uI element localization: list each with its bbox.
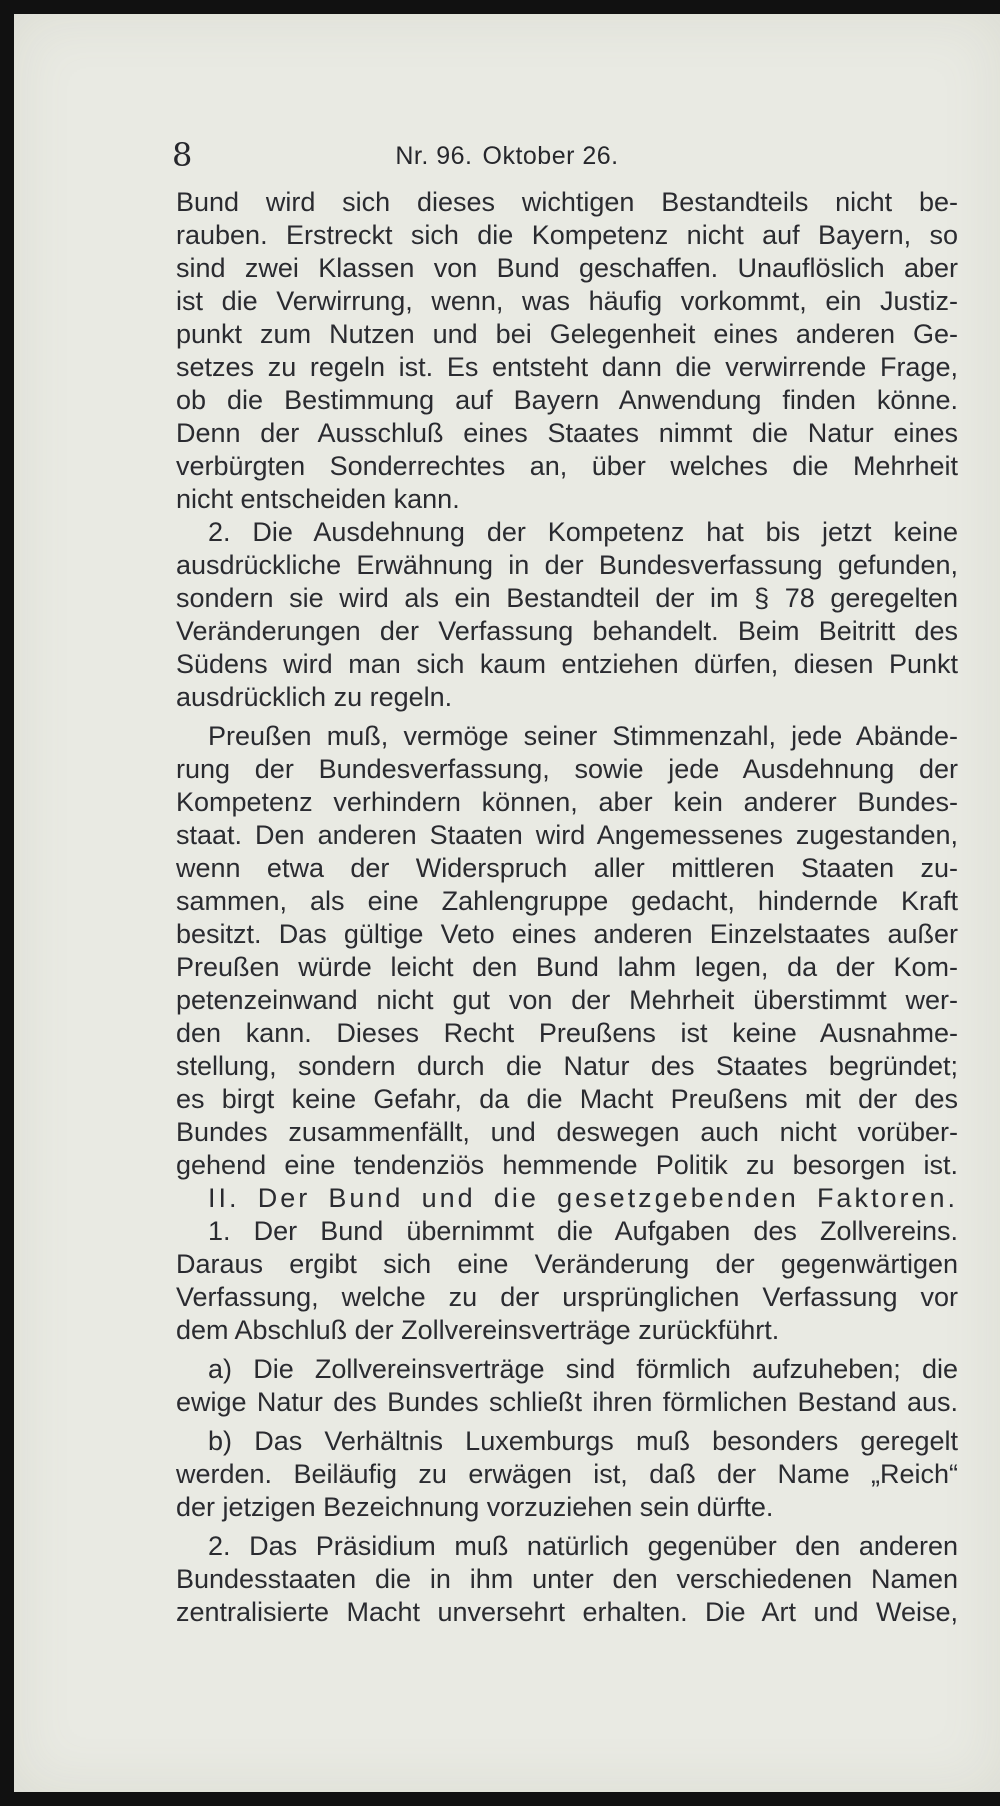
text-line: petenzeinwand nicht gut von der Mehrheit überstimmt wer- — [176, 985, 958, 1015]
text-line: Preußen muß, vermöge seiner Stimmenzahl, jede Abände- — [208, 721, 958, 751]
text-line: Verfassung, welche zu der ursprünglichen Verfassung vor — [176, 1282, 958, 1312]
text-line: a) Die Zollvereinsverträge sind förmlich aufzuheben; die — [208, 1354, 958, 1384]
text-line: wenn etwa der Widerspruch aller mittleren Staaten zu- — [176, 853, 958, 883]
text-line: ewige Natur des Bundes schließt ihren förmlichen Bestand aus. — [176, 1387, 958, 1417]
text-line: punkt zum Nutzen und bei Gelegenheit eines anderen Ge- — [176, 319, 958, 349]
text-line: 2. Die Ausdehnung der Kompetenz hat bis jetzt keine — [208, 517, 958, 547]
text-line: 1. Der Bund übernimmt die Aufgaben des Zollvereins. — [208, 1216, 958, 1246]
document-date: Oktober 26. — [482, 142, 619, 170]
text-line: II. Der Bund und die gesetzgebenden Faktoren. — [208, 1183, 958, 1213]
text-line: Bundes zusammenfällt, und deswegen auch nicht vorüber- — [176, 1117, 958, 1147]
body-text — [176, 186, 958, 1629]
text-line: Daraus ergibt sich eine Veränderung der gegenwärtigen — [176, 1249, 958, 1279]
text-line: dem Abschluß der Zollvereinsverträge zurückführt. — [176, 1315, 780, 1345]
text-line: b) Das Verhältnis Luxemburgs muß besonders geregelt — [208, 1426, 958, 1456]
text-line: gehend eine tendenziös hemmende Politik zu besorgen ist. — [176, 1150, 958, 1180]
text-line: sondern sie wird als ein Bestandteil der im § 78 geregelten — [176, 583, 958, 613]
text-line: der jetzigen Bezeichnung vorzuziehen sein dürfte. — [176, 1492, 774, 1522]
text-line: Kompetenz verhindern können, aber kein anderer Bundes- — [176, 787, 958, 817]
text-line: zentralisierte Macht unversehrt erhalten. Die Art und Weise, — [176, 1597, 958, 1627]
text-line: werden. Beiläufig zu erwägen ist, daß der Name „Reich“ — [176, 1459, 958, 1489]
text-line: rung der Bundesverfassung, sowie jede Ausdehnung der — [176, 754, 958, 784]
text-line: rauben. Erstreckt sich die Kompetenz nicht auf Bayern, so — [176, 220, 958, 250]
text-line: setzes zu regeln ist. Es entsteht dann die verwirrende Frage, — [176, 352, 958, 382]
text-line: Südens wird man sich kaum entziehen dürfen, diesen Punkt — [176, 649, 958, 679]
text-line: sammen, als eine Zahlengruppe gedacht, hindernde Kraft — [176, 886, 958, 916]
text-line: Preußen würde leicht den Bund lahm legen, da der Kom- — [176, 952, 958, 982]
text-line: ausdrückliche Erwähnung in der Bundesverfassung gefunden, — [176, 550, 958, 580]
text-line: nicht entscheiden kann. — [176, 484, 460, 514]
text-line: ob die Bestimmung auf Bayern Anwendung finden könne. — [176, 385, 958, 415]
text-line: sind zwei Klassen von Bund geschaffen. Unauflöslich aber — [176, 253, 958, 283]
text-line: besitzt. Das gültige Veto eines anderen Einzelstaates außer — [176, 919, 958, 949]
text-line: Denn der Ausschluß eines Staates nimmt die Natur eines — [176, 418, 958, 448]
text-line: ausdrücklich zu regeln. — [176, 682, 453, 712]
text-line: stellung, sondern durch die Natur des Staates begründet; — [176, 1051, 958, 1081]
text-line: staat. Den anderen Staaten wird Angemessenes zugestanden, — [176, 820, 958, 850]
text-line: ist die Verwirrung, wenn, was häufig vorkommt, ein Justiz- — [176, 286, 958, 316]
text-line: verbürgten Sonderrechtes an, über welches die Mehrheit — [176, 451, 958, 481]
text-line: Veränderungen der Verfassung behandelt. Beim Beitritt des — [176, 616, 958, 646]
text-line: Bund wird sich dieses wichtigen Bestandteils nicht be- — [176, 187, 958, 217]
page-number: 8 — [172, 136, 193, 174]
text-line: es birgt keine Gefahr, da die Macht Preußens mit der des — [176, 1084, 958, 1114]
running-head — [14, 142, 1000, 171]
document-number: Nr. 96. — [395, 142, 473, 170]
text-line: den kann. Dieses Recht Preußens ist keine Ausnahme- — [176, 1018, 958, 1048]
text-line: 2. Das Präsidium muß natürlich gegenüber den anderen — [208, 1531, 958, 1561]
text-line: Bundesstaaten die in ihm unter den verschiedenen Namen — [176, 1564, 958, 1594]
